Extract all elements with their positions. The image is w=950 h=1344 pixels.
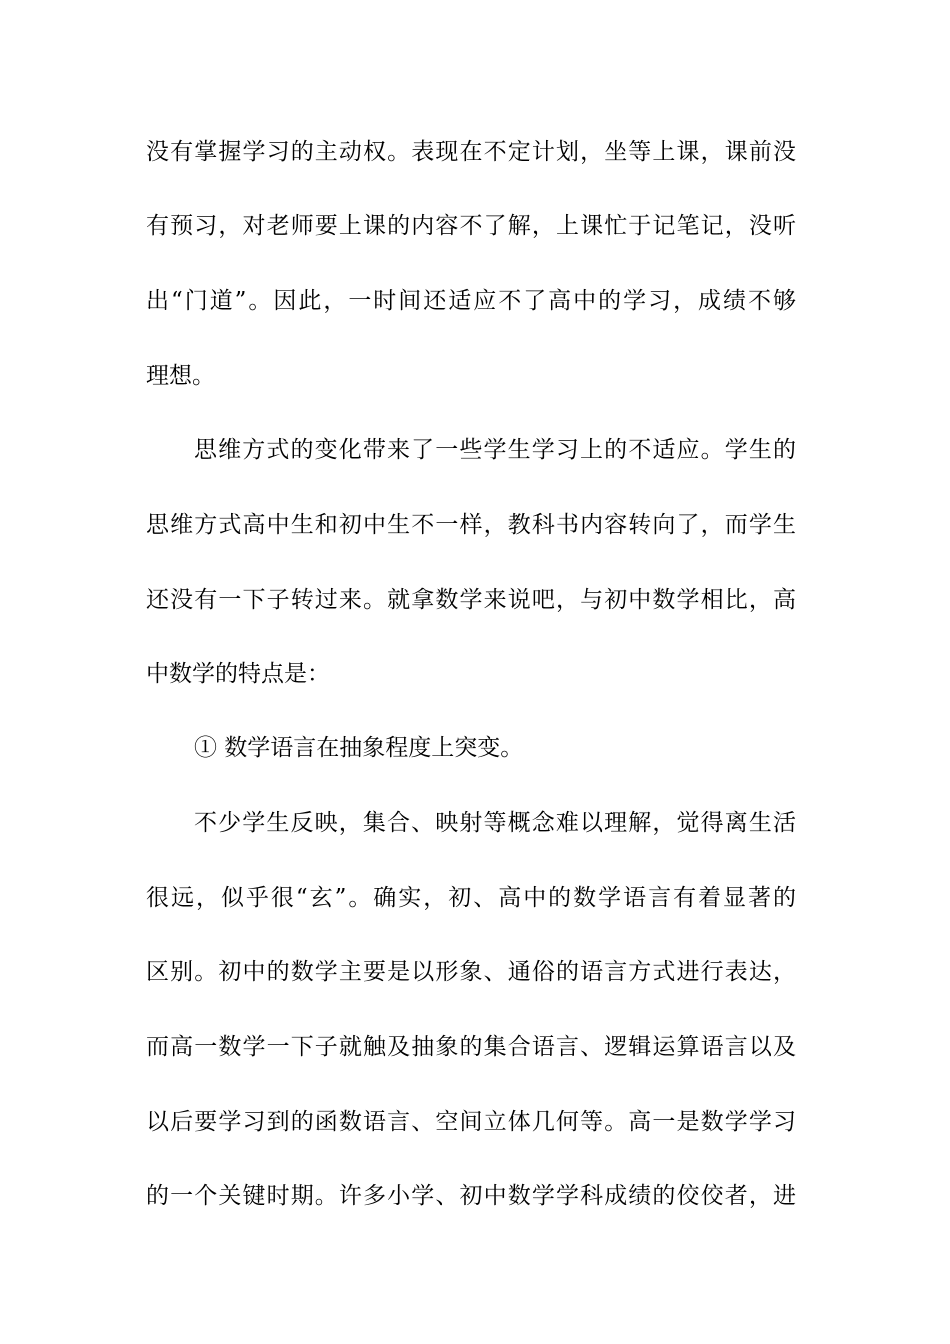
text-line: 而高一数学一下子就触及抽象的集合语言、逻辑运算语言以及	[146, 1034, 796, 1060]
text-line: 理想。	[146, 363, 215, 389]
numbered-item: ① 数学语言在抽象程度上突变。	[194, 735, 524, 761]
text-line: 区别。初中的数学主要是以形象、通俗的语言方式进行表达，	[146, 959, 796, 985]
text-line: 的一个关键时期。许多小学、初中数学学科成绩的佼佼者，进	[146, 1183, 796, 1209]
text-line: 不少学生反映，集合、映射等概念难以理解，觉得离生活	[194, 810, 796, 836]
text-line: 以后要学习到的函数语言、空间立体几何等。高一是数学学习	[146, 1109, 796, 1135]
text-line: 没有掌握学习的主动权。表现在不定计划，坐等上课，课前没	[146, 139, 796, 165]
text-line: 出“门道”。因此，一时间还适应不了高中的学习，成绩不够	[146, 288, 796, 314]
text-line: 很远，似乎很“玄”。确实，初、高中的数学语言有着显著的	[146, 885, 796, 911]
text-line: 思维方式的变化带来了一些学生学习上的不适应。学生的	[194, 437, 796, 463]
text-line: 还没有一下子转过来。就拿数学来说吧，与初中数学相比，高	[146, 587, 796, 613]
text-line: 思维方式高中生和初中生不一样，教科书内容转向了，而学生	[146, 512, 796, 538]
text-line: 有预习，对老师要上课的内容不了解，上课忙于记笔记，没听	[146, 213, 796, 239]
text-line: 中数学的特点是：	[146, 661, 330, 687]
